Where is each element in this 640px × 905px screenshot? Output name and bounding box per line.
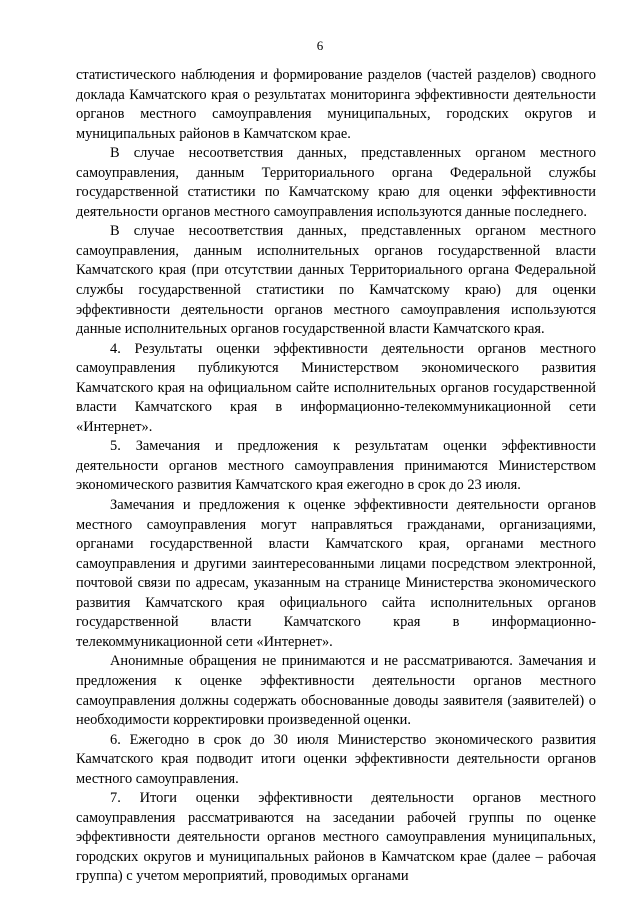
paragraph: В случае несоответствия данных, представленных органом местного самоуправления, данным Территориального органа Федеральной службы государственной статистики по Камчатскому краю для оценки эффективности деятельности органов местного самоуправления используются данные последнего. — [76, 145, 596, 220]
document-body — [76, 66, 596, 887]
paragraph-continuation: статистического наблюдения и формирование разделов (частей разделов) сводного доклада Камчатского края о результатах мониторинга эффективности деятельности органов местного самоуправления муниципальных, городских округов и муниципальных районов в Камчатском крае. — [76, 67, 596, 142]
paragraph-item-7: 7. Итоги оценки эффективности деятельности органов местного самоуправления рассматриваются на заседании рабочей группы по оценке эффективности деятельности органов местного самоуправления муниципальных, городских округов и муниципальных районов в Камчатском крае (далее – рабочая группа) с учетом мероприятий, проводимых органами — [76, 790, 596, 885]
paragraph-item-4: 4. Результаты оценки эффективности деятельности органов местного самоуправления публикуются Министерством экономического развития Камчатского края на официальном сайте исполнительных органов государственной власти Камчатского края в информационно-телекоммуникационной сети «Интернет». — [76, 340, 596, 435]
paragraph: Анонимные обращения не принимаются и не рассматриваются. Замечания и предложения к оценке эффективности деятельности органов местного самоуправления должны содержать обоснованные доводы заявителя (заявителей) о необходимости корректировки произведенной оценки. — [76, 653, 596, 729]
paragraph: Замечания и предложения к оценке эффективности деятельности органов местного самоуправления могут направляться гражданами, организациями, органами государственной власти Камчатского края, органами местного самоуправления и другими заинтересованными лицами посредством электронной, почтовой связи по адресам, указанным на странице Министерства экономического развития Камчатского края официального сайта исполнительных органов государственной власти Камчатского края в информационно-телекоммуникационной сети «Интернет». — [76, 497, 596, 650]
page-number: 6 — [316, 38, 324, 53]
paragraph: В случае несоответствия данных, представленных органом местного самоуправления, данным исполнительных органов государственной власти Камчатского края (при отсутствии данных Территориального органа Федеральной службы государственной статистики по Камчатскому краю) для оценки эффективности деятельности органов местного самоуправления используются данные исполнительных органов государственной власти Камчатского края. — [76, 223, 596, 338]
paragraph-item-5: 5. Замечания и предложения к результатам оценки эффективности деятельности органов местного самоуправления принимаются Министерством экономического развития Камчатского края ежегодно в срок до 23 июля. — [76, 438, 596, 494]
paragraph-item-6: 6. Ежегодно в срок до 30 июля Министерство экономического развития Камчатского края подводит итоги оценки эффективности деятельности органов местного самоуправления. — [76, 731, 596, 787]
